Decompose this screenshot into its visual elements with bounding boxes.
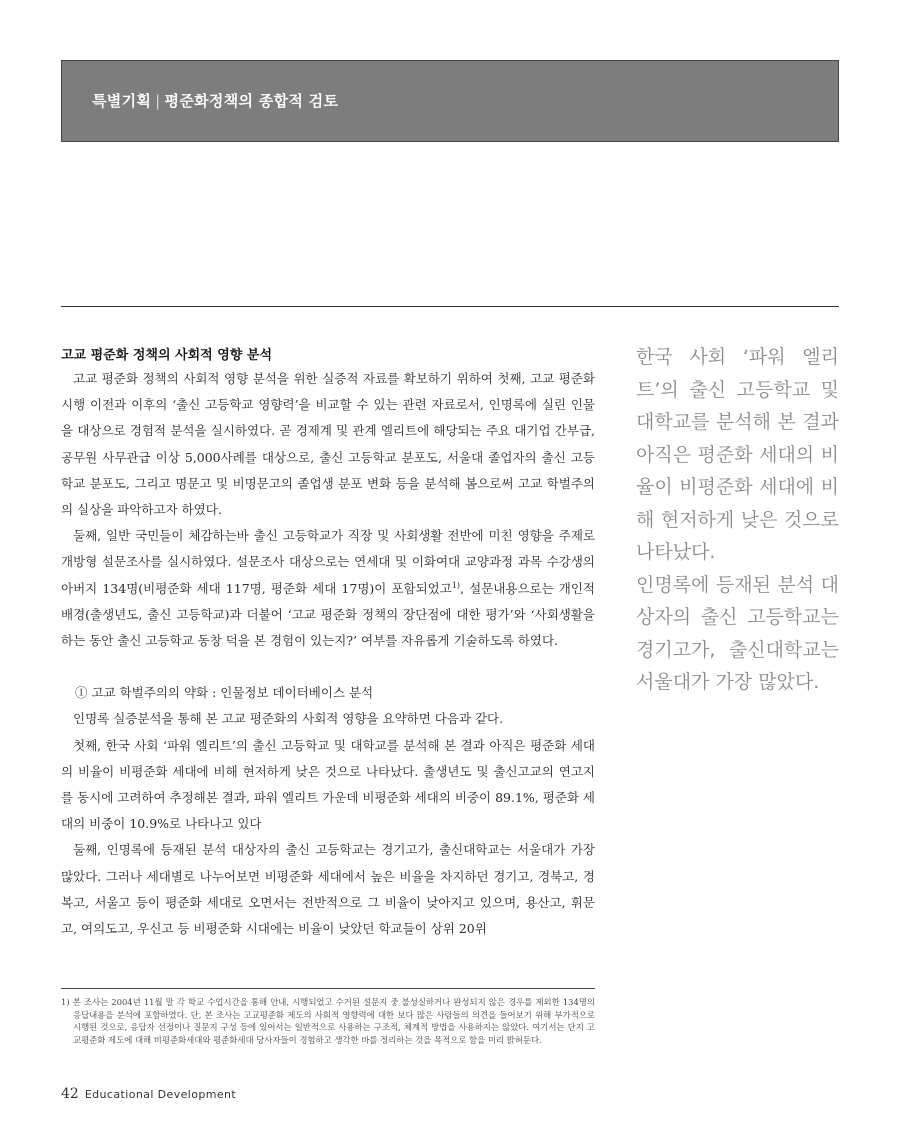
body-paragraph: 인명록 실증분석을 통해 본 고교 평준화의 사회적 영향을 요약하면 다음과 같다. <box>73 711 504 727</box>
body-paragraph: 고교 평준화 정책의 사회적 영향 분석을 위한 실증적 자료를 확보하기 위하여 첫째, 고교 평준화 시행 이전과 이후의 ‘출신 고등학교 영향력’을 비교할 수 있는 관련 자료로서, 인명록에 실린 인물을 대상으로 경험적 분석을 실시하였다. 곧 경제계 및 관계 엘리트에 해당되는 주요 대기업 간부급, 공무원 사무관급 이상 5,000사례를 대상으로, 출신 고등학교 분포도, 서울대 졸업자의 출신 고등학교 분포도, 그리고 명문고 및 비명문고의 졸업생 분포 변화 등을 분석해 봄으로써 고교 학벌주의의 실상을 파악하고자 하였다. <box>61 371 595 518</box>
pull-quote-line: 한국 사회 ‘파워 엘리트’의 출신 고등학교 및 대학교를 분석해 본 결과 아직은 평준화 세대의 비율이 비평준화 세대에 비해 현저하게 낮은 것으로 나타났다. <box>636 346 839 563</box>
body-paragraph: 둘째, 인명록에 등재된 분석 대상자의 출신 고등학교는 경기고가, 출신대학교는 서울대가 가장 많았다. 그러나 세대별로 나누어보면 비평준화 세대에서 높은 비율을 차지하던 경기고, 경북고, 경복고, 서울고 등이 평준화 세대로 오면서는 전반적으로 그 비율이 낮아지고 있으며, 용산고, 휘문고, 여의도고, 우신고 등 비평준화 시대에는 비율이 낮았던 학교들이 상위 20위 <box>61 842 595 937</box>
body-paragraph <box>61 523 595 654</box>
banner-separator: | <box>155 92 161 110</box>
page-number: 42 <box>61 1086 79 1102</box>
main-column <box>61 346 595 942</box>
banner-text <box>92 90 338 111</box>
body-text: , 설문내용으로는 개인적 배경(출생년도, 출신 고등학교)과 더불어 ‘고교 평준화 정책의 장단점에 대한 평가’와 ‘사회생활을 하는 동안 출신 고등학교 동창 덕을 본 경험이 있는지?’ 여부를 자유롭게 기술하도록 하였다. <box>61 580 596 649</box>
section-heading: 고교 평준화 정책의 사회적 영향 분석 <box>61 348 272 363</box>
banner-kicker: 특별기획 <box>92 92 152 110</box>
page-footer <box>61 1086 236 1102</box>
banner-title: 평준화정책의 종합적 검토 <box>164 92 339 110</box>
spacer <box>61 654 595 680</box>
footnote-ref[interactable]: 1) <box>451 580 461 590</box>
footnote: 1) 본 조사는 2004년 11월 말 각 학교 수업시간을 통해 안내, 시행되었고 수거된 설문지 중 불성실하거나 완성되지 않은 경우를 제외한 134명의 응답내용을 분석에 포함하였다. 단, 본 조사는 고교평준화 제도의 사회적 영향력에 대한 보다 많은 사람들의 의견을 들어보기 위해 부가적으로 시행된 것으로, 응답자 선정이나 질문지 구성 등에 있어서는 일반적으로 사용하는 구조적, 체계적 방법을 사용하지는 않았다. 여기서는 단지 고교평준화 제도에 대해 비평준화세대와 평준화세대 당사자들이 경험하고 생각한 바를 정리하는 것을 목적으로 함을 미리 밝혀둔다. <box>61 997 595 1045</box>
body-text: 둘째, 일반 국민들이 체감하는바 출신 고등학교가 직장 및 사회생활 전반에 미친 영향을 주제로 개방형 설문조사를 실시하였다. 설문조사 대상으로는 연세대 및 이화여대 교양과정 과목 수강생의 아버지 134명(비평준화 세대 117명, 평준화 세대 17명)이 포함되었고 <box>61 528 595 596</box>
top-divider <box>61 306 839 307</box>
subsection-heading: ① 고교 학벌주의의 약화 : 인물정보 데이터베이스 분석 <box>75 685 374 701</box>
pull-quote <box>636 341 839 699</box>
pull-quote-line: 인명록에 등재된 분석 대상자의 출신 고등학교는 경기고가, 출신대학교는 서울대가 가장 많았다. <box>636 573 839 693</box>
publication-name: Educational Development <box>84 1088 237 1101</box>
body-paragraph: 첫째, 한국 사회 ‘파워 엘리트’의 출신 고등학교 및 대학교를 분석해 본 결과 아직은 평준화 세대의 비율이 비평준화 세대에 비해 현저하게 낮은 것으로 나타났다. 출생년도 및 출신고교의 연고지를 동시에 고려하여 추정해본 결과, 파워 엘리트 가운데 비평준화 세대의 비중이 89.1%, 평준화 세대의 비중이 10.9%로 나타나고 있다 <box>61 737 596 832</box>
section-banner <box>61 60 839 142</box>
footnote-divider <box>61 988 595 989</box>
